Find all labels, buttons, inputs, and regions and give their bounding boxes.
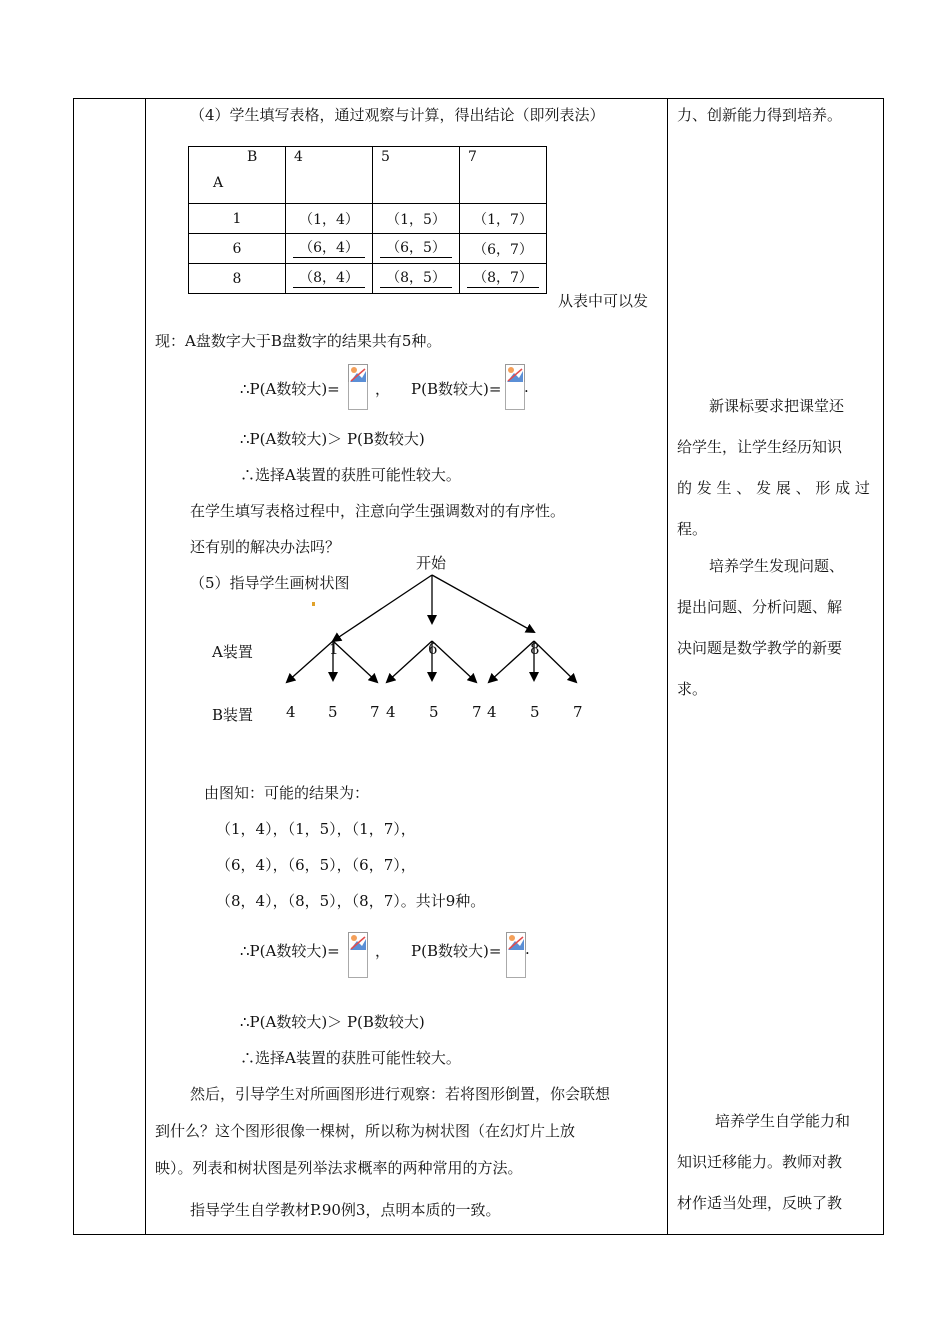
tree-branch: [534, 641, 576, 682]
tree-b-node: 4: [487, 703, 497, 721]
tree-a-node: 8: [530, 640, 540, 658]
side-note-problem-solving: 培养学生发现问题、 提出问题、分析问题、解 决问题是数学教学的新要 求。: [677, 557, 845, 698]
tree-start-label: 开始: [416, 554, 447, 572]
table-note-tail: 从表中可以发: [558, 292, 649, 310]
frame-right-border: [883, 98, 884, 1235]
result-line: （1，4），（1，5），（1，7），: [216, 820, 416, 838]
table-col-header: 4: [286, 147, 373, 204]
fraction-image-icon: [347, 364, 367, 412]
tree-b-node: 7: [573, 703, 583, 721]
table-cell: （6，4）: [286, 234, 373, 264]
prob-end-1: .: [524, 378, 529, 396]
stray-mark: [312, 602, 315, 606]
table-cell: （6，7）: [460, 234, 547, 264]
prob-separator-1: ，: [375, 380, 391, 398]
fraction-image-icon: [505, 932, 525, 980]
fraction-image-icon: [347, 932, 367, 980]
frame-left-border: [73, 98, 74, 1235]
tree-a-node: 6: [428, 640, 438, 658]
textbook-paragraph: 指导学生自学教材P.90例3，点明本质的一致。: [190, 1201, 501, 1219]
table-note-continued: 现：A盘数字大于B盘数字的结果共有5种。: [155, 332, 442, 350]
table-cell: （8，7）: [460, 264, 547, 294]
tree-branch: [432, 641, 476, 682]
note-order: 在学生填写表格过程中，注意向学生强调数对的有序性。: [190, 502, 566, 520]
table-row: [189, 264, 547, 294]
conclusion-2: ∴选择A装置的获胜可能性较大。: [240, 1049, 461, 1067]
tree-branch: [333, 575, 432, 641]
table-row-header: 6: [189, 234, 286, 264]
tree-b-node: 5: [429, 703, 439, 721]
fraction-image-icon: [504, 364, 524, 412]
tree-b-node: 4: [286, 703, 296, 721]
side-note-self-study: 培养学生自学能力和 知识迁移能力。教师对教 材作适当处理，反映了教: [677, 1112, 851, 1212]
side-note-curriculum: 新课标要求把课堂还 给学生，让学生经历知识 的 发 生 、 发 展 、 形 成 过 程。: [677, 397, 870, 538]
tree-branch: [387, 641, 432, 682]
prob-a-label-1: ∴P(A数较大)=: [240, 380, 340, 398]
table-cell: （1，4）: [286, 204, 373, 234]
tree-b-node: 7: [472, 703, 482, 721]
tree-branch: [287, 641, 333, 682]
table-row-header: 8: [189, 264, 286, 294]
table-col-header: 5: [373, 147, 460, 204]
prob-b-label-1: P(B数较大)=: [411, 380, 502, 398]
outcome-table: [188, 146, 547, 294]
result-line: （8，4），（8，5），（8，7）。共计9种。: [216, 892, 486, 910]
tree-b-node: 7: [370, 703, 380, 721]
step5-heading: （5）指导学生画树状图: [190, 574, 350, 592]
table-col-header: 7: [460, 147, 547, 204]
prob-end-2: .: [525, 940, 530, 958]
frame-bottom-border: [73, 1234, 884, 1235]
table-row: [189, 204, 547, 234]
other-method-question: 还有别的解决办法吗？: [190, 538, 341, 556]
observe-paragraph-line: 然后，引导学生对所画图形进行观察：若将图形倒置，你会联想: [190, 1085, 611, 1103]
comparison-2: ∴P(A数较大)＞ P(B数较大): [240, 1013, 425, 1031]
result-line: （6，4），（6，5），（6，7），: [216, 856, 416, 874]
observe-paragraph-line: 到什么？这个图形很像一棵树，所以称为树状图（在幻灯片上放: [155, 1122, 576, 1140]
tree-branch: [489, 641, 534, 682]
prob-separator-2: ，: [375, 942, 391, 960]
frame-top-border: [73, 98, 884, 99]
table-cell: （8，4）: [286, 264, 373, 294]
observe-paragraph-line: 映）。列表和树状图是列举法求概率的两种常用的方法。: [155, 1159, 523, 1177]
table-cell: （1，7）: [460, 204, 547, 234]
table-row-header: 1: [189, 204, 286, 234]
table-cell: （1，5）: [373, 204, 460, 234]
tree-label-b: B装置: [212, 706, 254, 724]
tree-branch: [432, 575, 534, 632]
table-header-row: [189, 147, 547, 204]
table-cell: （8，5）: [373, 264, 460, 294]
comparison-1: ∴P(A数较大)＞ P(B数较大): [240, 430, 425, 448]
frame-col-divider-2: [667, 98, 668, 1235]
table-cell: （6，5）: [373, 234, 460, 264]
tree-b-node: 5: [328, 703, 338, 721]
corner-label-b: B: [247, 149, 258, 165]
tree-b-node: 5: [530, 703, 540, 721]
prob-b-label-2: P(B数较大)=: [411, 942, 502, 960]
corner-label-a: A: [213, 175, 224, 191]
tree-result-intro: 由图知：可能的结果为：: [204, 784, 370, 802]
tree-branch: [333, 641, 377, 682]
prob-a-label-2: ∴P(A数较大)=: [240, 942, 340, 960]
table-corner-cell: [189, 147, 286, 204]
tree-a-node: 1: [329, 640, 339, 658]
tree-b-node: 4: [386, 703, 396, 721]
side-note-top: 力、创新能力得到培养。: [677, 106, 843, 124]
conclusion-1: ∴选择A装置的获胜可能性较大。: [240, 466, 461, 484]
table-row: [189, 234, 547, 264]
step4-heading: （4）学生填写表格，通过观察与计算，得出结论（即列表法）: [190, 106, 605, 124]
tree-label-a: A装置: [212, 643, 253, 661]
